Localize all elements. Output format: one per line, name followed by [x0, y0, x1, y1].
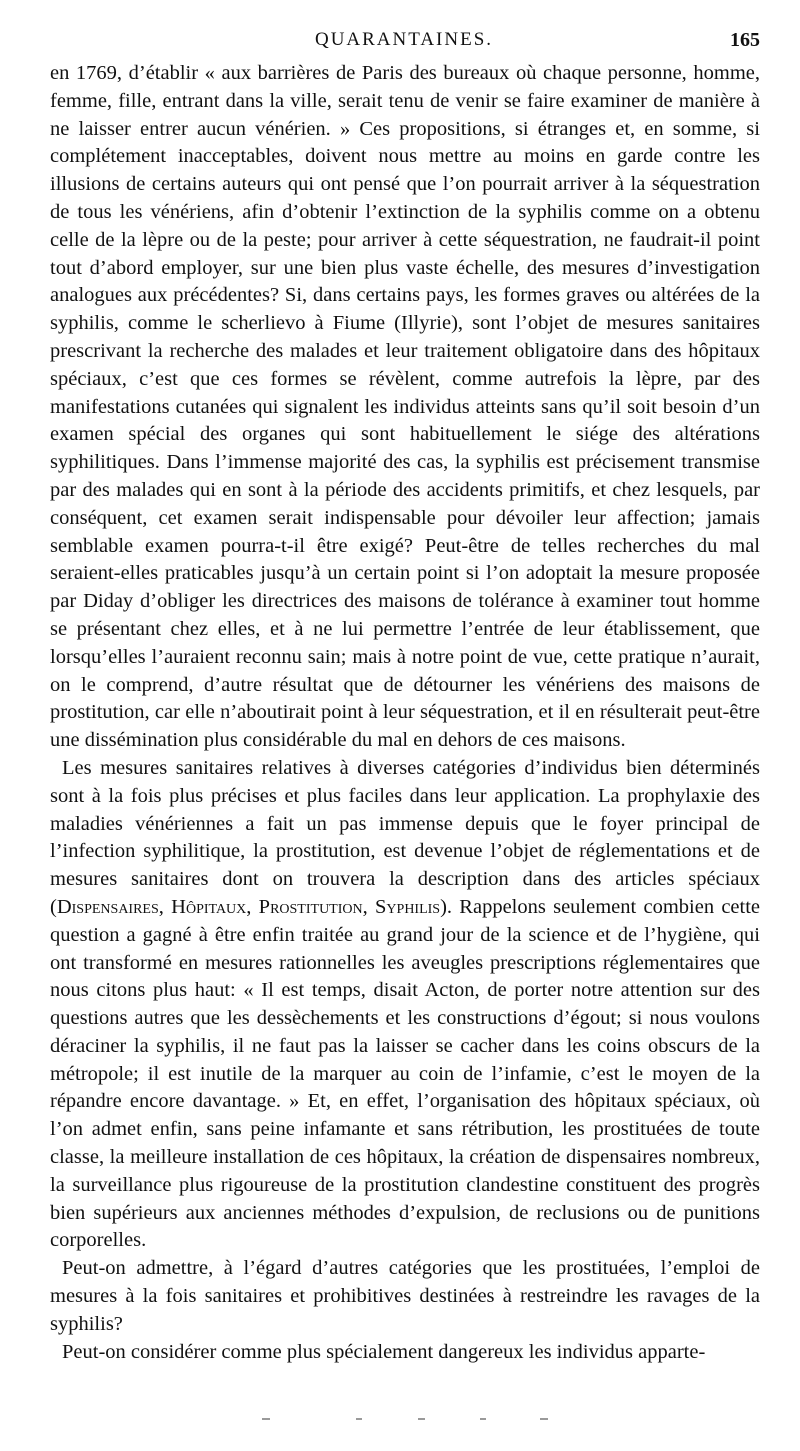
ref-hopitaux: Hôpitaux: [171, 895, 247, 918]
ref-prostitution: Prostitution: [258, 895, 363, 918]
scan-speck: [480, 1418, 486, 1420]
scan-speck: [356, 1418, 362, 1420]
ref-syphilis: Syphilis: [375, 895, 441, 918]
page-number: 165: [730, 29, 760, 51]
body-text: [50, 60, 760, 1366]
paragraph-4: Peut-on considérer comme plus spécialement dangereux les individus apparte-: [62, 1340, 706, 1363]
scan-speck: [540, 1418, 548, 1420]
paragraph-3: Peut-on admettre, à l’égard d’autres catégories que les prostituées, l’emploi de mesures à la fois sanitaires et prohibitives destinées à restreindre les ravages de la syphilis?: [50, 1257, 760, 1335]
scan-speck: [262, 1418, 270, 1420]
running-title: QUARANTAINES.: [314, 29, 494, 50]
running-head: [48, 29, 760, 55]
paragraph-2-text-before: Les mesures sanitaires relatives à diverses catégories d’individus bien déterminés sont à la fois plus précises et plus faciles dans leur application. La prophylaxie des maladies vénériennes a fait un pas immense depuis que le foyer principal de l’infection syphilitique, la prostitution, est devenue l’objet de réglementations et de mesures sanitaires dont on trouvera la description dans des articles spéciaux (: [50, 756, 760, 918]
paragraph-2: Les mesures sanitaires relatives à diverses catégories d’individus bien déterminés sont à la fois plus précises et plus faciles dans leur application. La prophylaxie des maladies vénériennes a fait un pas immense depuis que le foyer principal de l’infection syphilitique, la prostitution, est devenue l’objet de réglementations et de mesures sanitaires dont on trouvera la description dans des articles spéciaux (Dispensaires, Hôpitaux, Prostitution, Syphilis). Rappelons seulement combien cette question a gagné à être enfin traitée au grand jour de la science et de l’hygiène, qui ont transformé en mesures rationnelles les aveugles prescriptions réglementaires que nous citons plus haut: « Il est temps, disait Acton, de porter notre attention sur des questions autres que les dessèchements et les constructions d’égout; si nous voulons déraciner la syphilis, il ne faut pas la laisser se cacher dans les coins obscurs de la métropole; il est inutile de la marquer au coin de l’infamie, c’est le moyen de la répandre encore davantage. » Et, en effet, l’organisation des hôpitaux spéciaux, où l’on admet enfin, sans peine infamante et sans rétribution, les prostituées de toute classe, la meilleure installation de ces hôpitaux, la création de dispensaires nombreux, la surveillance plus rigoureuse de la prostitution clandestine constituent des progrès bien supérieurs aux anciennes méthodes d’expulsion, de reclusions ou de punitions corporelles.: [50, 756, 761, 1252]
paragraph-1: en 1769, d’établir « aux barrières de Paris des bureaux où chaque personne, homme, femme, fille, entrant dans la ville, serait tenu de venir se faire examiner de manière à ne laisser entrer aucun vénérien. » Ces propositions, si étranges et, en somme, si complétement inacceptables, doivent nous mettre au moins en garde contre les illusions de certains auteurs qui ont pensé que l’on pourrait arriver à la séquestration de tous les vénériens, afin d’obtenir l’extinction de la syphilis comme on a obtenu celle de la lèpre ou de la peste; pour arriver à cette séquestration, ne faudrait-il point tout d’abord employer, sur une bien plus vaste échelle, des mesures d’investigation analogues aux précédentes? Si, dans certains pays, les formes graves ou altérées de la syphilis, comme le scherlievo à Fiume (Illyrie), sont l’objet de mesures sanitaires prescrivant la recherche des malades et leur traitement obligatoire dans des hôpitaux spéciaux, c’est que ces formes se révèlent, comme autrefois la lèpre, par des manifestations cutanées qui signalent les individus atteints sans qu’il soit besoin d’un examen spécial des organes qui sont habituellement le siége des altérations syphilitiques. Dans l’immense majorité des cas, la syphilis est précisement transmise par des malades qui en sont à la période des accidents primitifs, et chez lesquels, par conséquent, cet examen serait indispensable pour dévoiler leur affection; jamais semblable examen pourra-t-il être exigé? Peut-être de telles recherches du mal seraient-elles praticables jusqu’à un certain point si l’on adoptait la mesure proposée par Diday d’obliger les directrices des maisons de tolérance à examiner tout homme se présentant chez elles, et à ne lui permettre l’entrée de leur établissement, que lorsqu’elles l’auraient reconnu sain; mais à notre point de vue, cette pratique n’aurait, on le comprend, d’autre résultat que de détourner les vénériens des maisons de prostitution, car elle n’aboutirait point à leur séquestration, et il en résulterait peut-être une dissémination plus considérable du mal en dehors de ces maisons.: [50, 62, 760, 752]
scan-speck: [418, 1418, 425, 1420]
paragraph-2-text-after: ). Rappelons seulement combien cette question a gagné à être enfin traitée au grand jour de la science et de l’hygiène, qui ont transformé en mesures rationnelles les aveugles prescriptions réglementaires que nous citons plus haut: « Il est temps, disait Acton, de porter notre attention sur des questions autres que les dessèchements et les constructions d’égout; si nous voulons déraciner la syphilis, il ne faut pas la laisser se cacher dans les coins obscurs de la métropole; il est inutile de la marquer au coin de l’infamie, c’est le moyen de la répandre encore davantage. » Et, en effet, l’organisation des hôpitaux spéciaux, où l’on admet enfin, sans peine infamante et sans rétribution, les prostituées de toute classe, la meilleure installation de ces hôpitaux, la création de dispensaires nombreux, la surveillance plus rigoureuse de la prostitution clandestine constituent des progrès bien supérieurs aux anciennes méthodes d’expulsion, de reclusions ou de punitions corporelles.: [50, 895, 761, 1252]
ref-dispensaires: Dispensaires: [56, 895, 159, 918]
bottom-scan-specks: [0, 1408, 800, 1428]
